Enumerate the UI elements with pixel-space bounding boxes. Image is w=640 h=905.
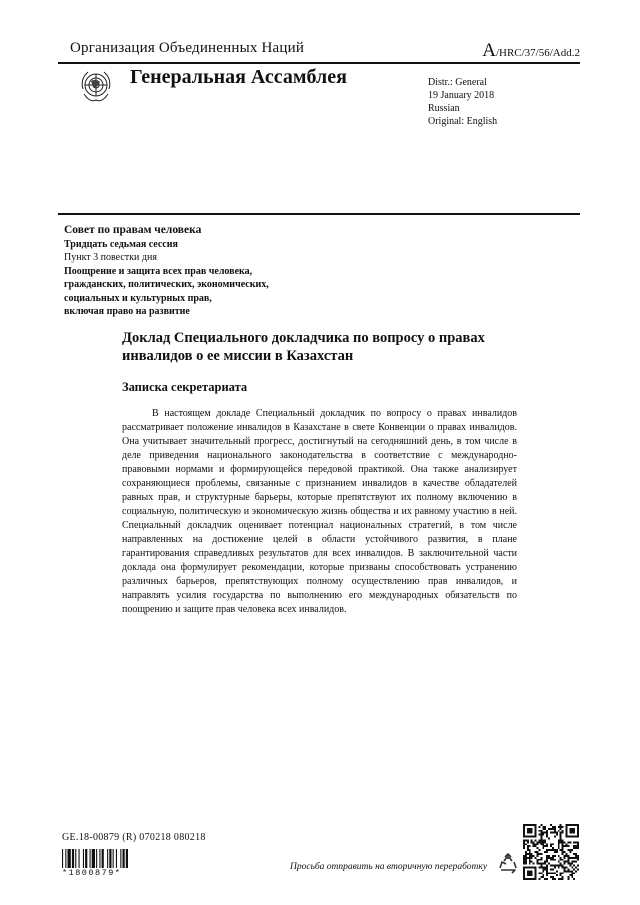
barcode-text: *1800879*: [62, 868, 122, 878]
report-title: Доклад Специального докладчика по вопросу о правах инвалидов о ее миссии в Казахстан: [122, 330, 485, 364]
general-assembly-title: Генеральная Ассамблея: [130, 66, 347, 88]
meeting-info: [64, 224, 269, 319]
recycle-note: Просьба отправить на вторичную переработку: [290, 862, 488, 872]
summary-paragraph: В настоящем докладе Специальный докладчик по вопросу о правах инвалидов рассматривает положение инвалидов в Казахстане в свете Конвенции о правах инвалидов. Она учитывает значительный прогресс, достигнутый на сегодняшний день, в том числе в деле приведения национального законодательства в соответствие с международно-правовыми нормами и формирующейся передовой практикой. Она также анализирует сохраняющиеся проблемы, связанные с признанием инвалидов в качестве обладателей равных прав, и структурные барьеры, которые препятствуют их полному включению в социальную, политическую и экономическую жизнь общества и их равному участию в ней. Специальный докладчик оценивает потенциал национальных стратегий, в том числе направленных на достижение целей в области устойчивого развития, в плане гарантирования справедливых результатов для всех инвалидов. В заключительной части доклада она формулирует рекомендации, которые призваны способствовать устранению различных барьеров, препятствующих полному осуществлению прав инвалидов, и направлять усилия государства по выполнению его международных обязательств по поощрению и защите прав человека всех инвалидов.: [122, 408, 517, 615]
original-language: Original: English: [428, 116, 498, 127]
agenda-topic-line: социальных и культурных прав,: [64, 292, 212, 304]
recycle-icon: [496, 852, 520, 876]
symbol-rest: /HRC/37/56/Add.2: [495, 47, 580, 59]
un-emblem-icon: [76, 67, 116, 107]
barcode-icon: [62, 849, 154, 868]
note-title: Записка секретариата: [122, 380, 248, 394]
document-number: GE.18-00879 (R) 070218 080218: [62, 832, 206, 843]
document-symbol: [482, 40, 580, 62]
agenda-topic-line: Поощрение и защита всех прав человека,: [64, 265, 253, 277]
qr-code-icon: [523, 824, 579, 880]
header-rule: [58, 62, 580, 64]
section-rule: [58, 213, 580, 215]
document-language: Russian: [428, 103, 460, 114]
agenda-item: Пункт 3 повестки дня: [64, 252, 157, 263]
distribution-status: Distr.: General: [428, 77, 487, 88]
distribution-block: [428, 76, 497, 128]
session-name: Тридцать седьмая сессия: [64, 238, 178, 250]
symbol-prefix: A: [482, 40, 496, 61]
issue-date: 19 January 2018: [428, 90, 495, 101]
organization-name: Организация Объединенных Наций: [70, 40, 305, 56]
council-name: Совет по правам человека: [64, 224, 202, 236]
agenda-topic-line: гражданских, политических, экономических,: [64, 279, 269, 290]
agenda-topic-line: включая право на развитие: [64, 306, 190, 317]
